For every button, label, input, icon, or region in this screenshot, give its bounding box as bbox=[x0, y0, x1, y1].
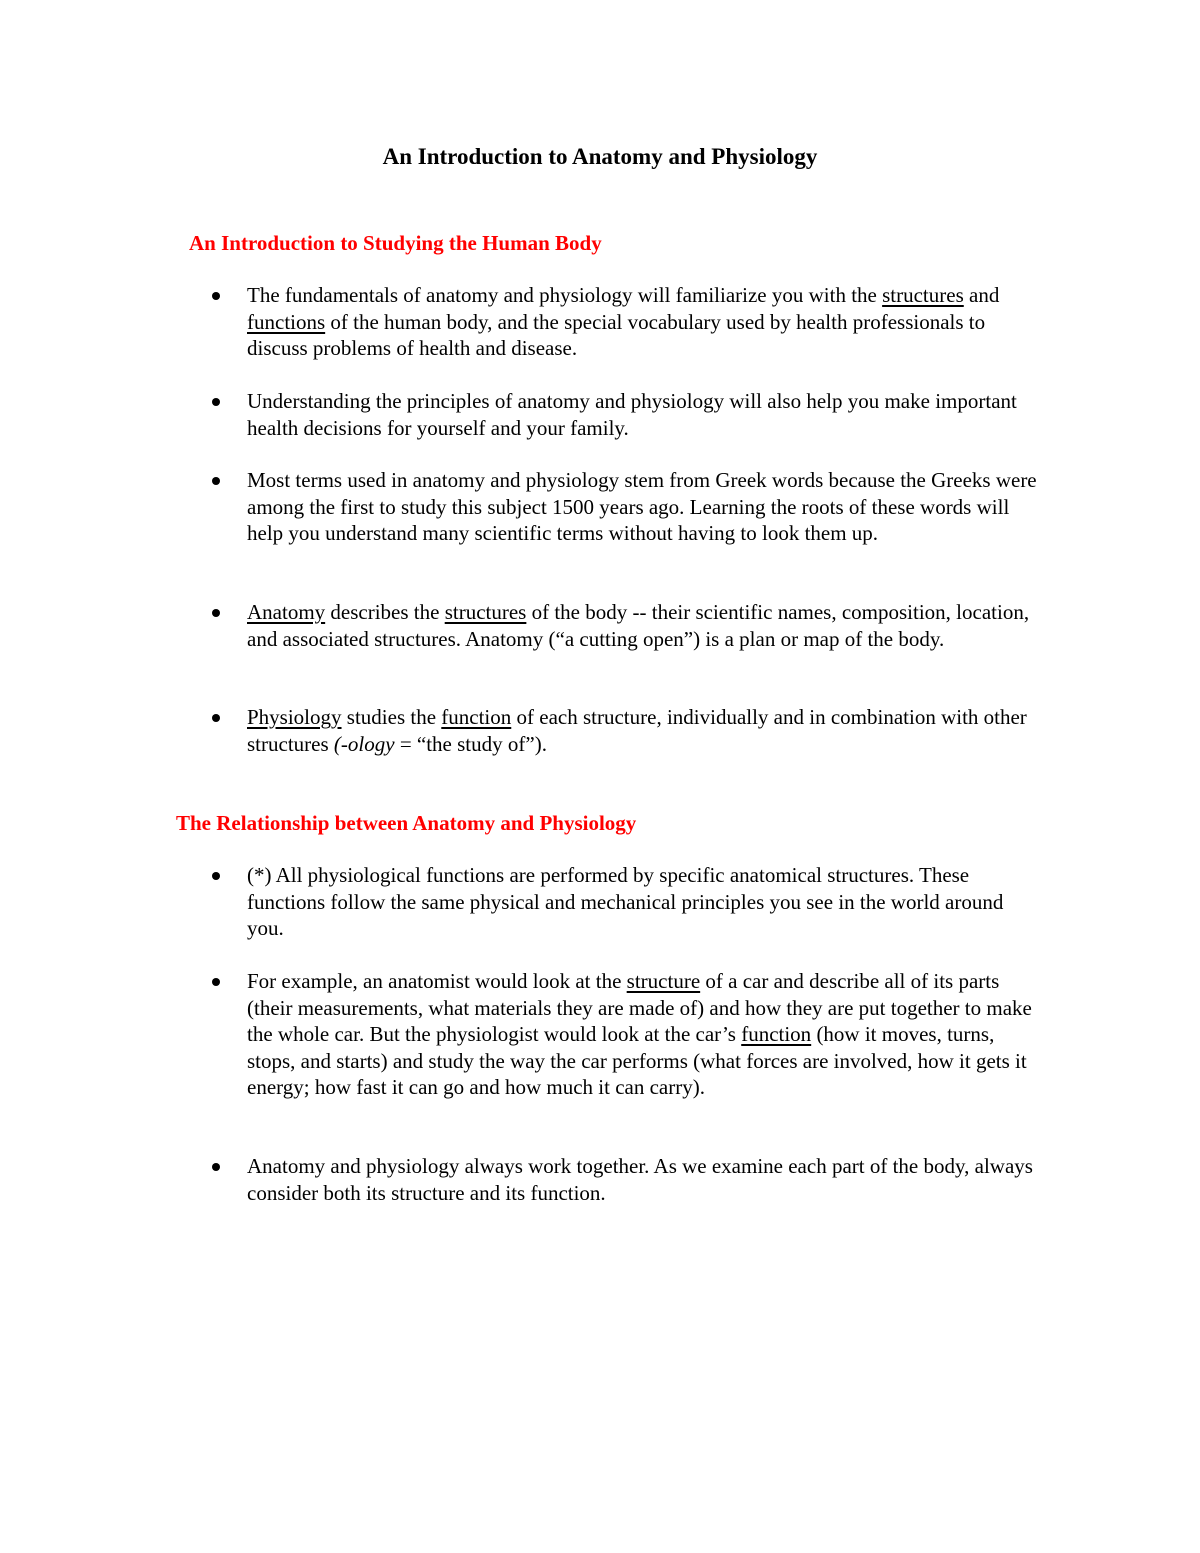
text-run: and bbox=[963, 283, 1000, 307]
underlined-term: structure bbox=[626, 969, 701, 993]
bullet-text bbox=[247, 599, 1037, 652]
underlined-term: functions bbox=[247, 309, 326, 334]
text-run: studies the bbox=[341, 705, 442, 729]
bullet-text bbox=[247, 388, 1037, 441]
bullet-icon bbox=[212, 398, 220, 406]
underlined-term: Anatomy bbox=[247, 600, 326, 624]
underlined-term: function bbox=[741, 1022, 812, 1046]
bullet-icon bbox=[212, 872, 220, 880]
section-heading-relationship: The Relationship between Anatomy and Physiology bbox=[176, 811, 637, 835]
text-run: (how it moves, turns, stops, and starts) and study the way the car performs (what forces are involved, how it gets it energy; how fast it can go and how much it can carry). bbox=[247, 1022, 1027, 1099]
text-run: Most terms used in anatomy and physiology stem from Greek words because the Greeks were among the first to study this subject 1500 years ago. Learning the roots of these words will help you understand many scientific terms without having to look them up. bbox=[247, 468, 1037, 545]
bullet-icon bbox=[212, 714, 220, 722]
section-heading-studying-human-body: An Introduction to Studying the Human Body bbox=[189, 231, 602, 255]
italic-term: (-ology bbox=[333, 731, 395, 756]
text-run: = “the study of”). bbox=[394, 731, 547, 756]
text-run: describes the bbox=[325, 600, 445, 624]
underlined-term: structures bbox=[882, 283, 964, 307]
text-run: of the body -- their scientific names, composition, location, and associated structures. Anatomy (“a cutting open”) is a plan or map of the body. bbox=[247, 600, 1030, 651]
bullet-icon bbox=[212, 1163, 220, 1171]
bullet-text bbox=[247, 862, 1037, 942]
bullet-text bbox=[247, 282, 1037, 362]
text-run: of each structure, individually and in combination with other structures bbox=[247, 705, 1027, 756]
text-run: For example, an anatomist would look at the bbox=[247, 969, 627, 993]
text-run: Anatomy and physiology always work together. As we examine each part of the body, always consider both its structure and its function. bbox=[247, 1154, 1033, 1205]
text-run: (*) All physiological functions are performed by specific anatomical structures. These functions follow the same physical and mechanical principles you see in the world around you. bbox=[247, 863, 1004, 940]
bullet-icon bbox=[212, 609, 220, 617]
bullet-icon bbox=[212, 477, 220, 485]
bullet-icon bbox=[212, 978, 220, 986]
text-run: The fundamentals of anatomy and physiology will familiarize you with the bbox=[247, 283, 883, 307]
bullet-icon bbox=[212, 292, 220, 300]
bullet-text bbox=[247, 968, 1037, 1101]
bullet-text bbox=[247, 1153, 1037, 1206]
underlined-term: Physiology bbox=[247, 705, 342, 729]
underlined-term: function bbox=[441, 705, 512, 729]
text-run: of a car and describe all of its parts (their measurements, what materials they are made of) and how they are put together to make the whole car. But the physiologist would look at the car’s bbox=[247, 969, 1032, 1046]
document-title: An Introduction to Anatomy and Physiology bbox=[382, 144, 818, 169]
bullet-text bbox=[247, 467, 1037, 547]
text-run: of the human body, and the special vocabulary used by health professionals to discuss problems of health and disease. bbox=[247, 309, 986, 360]
underlined-term: structures bbox=[444, 600, 527, 624]
bullet-text bbox=[247, 704, 1037, 757]
text-run: Understanding the principles of anatomy and physiology will also help you make important health decisions for yourself and your family. bbox=[247, 389, 1017, 440]
